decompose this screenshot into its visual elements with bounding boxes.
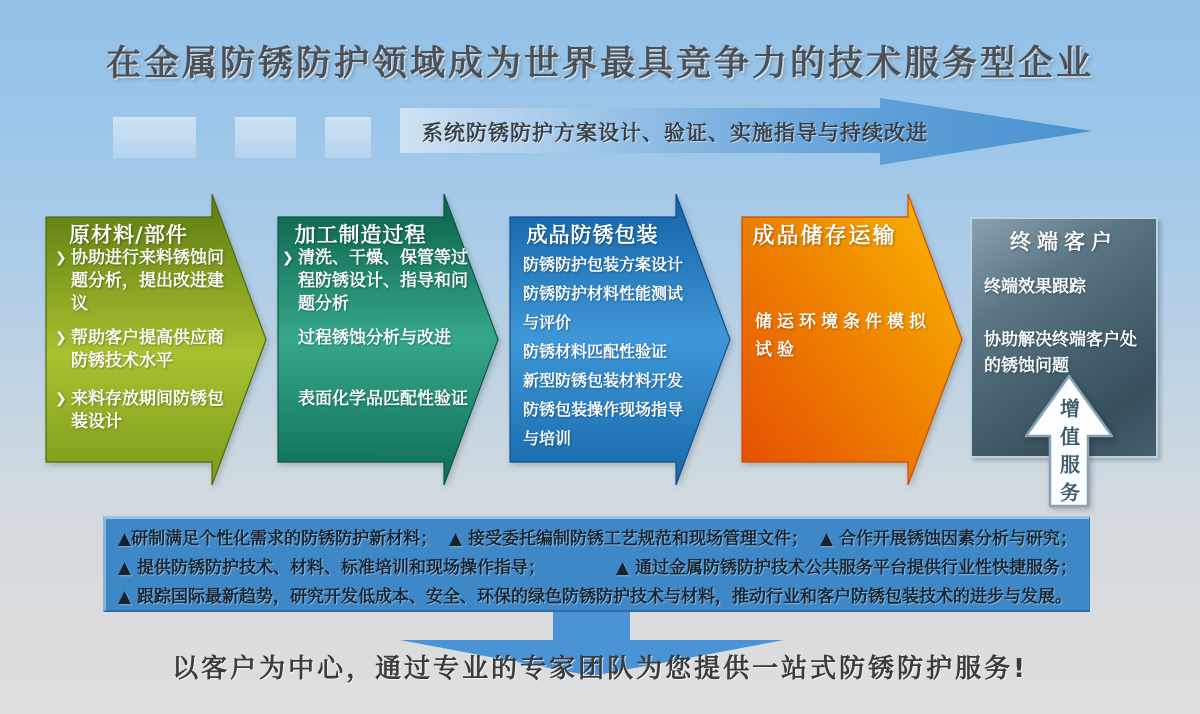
stage-item: 防锈包装操作现场指导与培训 (523, 400, 684, 448)
value-added-arrow (1024, 374, 1114, 508)
services-row (118, 554, 1077, 583)
stage-item: 终端效果跟踪 (984, 277, 1086, 297)
chevron-bullet-icon: ❯ (55, 330, 67, 346)
services-panel (103, 516, 1090, 612)
stage-title: 成品防锈包装 (526, 223, 659, 247)
stage-item: 过程锈蚀分析与改进 (298, 328, 451, 348)
page-title: 在金属防锈防护领域成为世界最具竞争力的技术服务型企业 (105, 44, 1094, 84)
service-item: ▲ 接受委托编制防锈工艺规范和现场管理文件； (449, 529, 809, 549)
stage-item: 储运环境条件模拟试验 (755, 312, 931, 360)
stage-item: 协助解决终端客户处的锈蚀问题 (984, 330, 1137, 376)
stage-item: ❯ 帮助客户提高供应商防锈技术水平 (55, 328, 224, 371)
stage-item: 防锈材料匹配性验证 (523, 342, 668, 361)
stage-item: 防锈防护包装方案设计 (523, 255, 684, 274)
value-added-label: 增值服务 (1056, 398, 1081, 510)
stage-item-list (282, 247, 472, 411)
stage-title: 成品储存运输 (752, 224, 897, 249)
service-item: ▲ 合作开展锈蚀因素分析与研究； (819, 529, 1077, 549)
services-row (118, 525, 1077, 554)
stage-title: 加工制造过程 (294, 223, 427, 247)
banner-fade-rect-1 (113, 117, 196, 158)
stage-finished-packaging (509, 192, 731, 487)
stage-title: 终端客户 (1010, 230, 1118, 254)
stage-item: 新型防锈包装材料开发 (523, 371, 684, 390)
chevron-bullet-icon: ❯ (55, 250, 67, 266)
banner-fade-rect-2 (235, 117, 296, 158)
stage-item: 表面化学品匹配性验证 (298, 389, 468, 409)
stage-raw-materials (45, 192, 267, 487)
service-item: ▲研制满足个性化需求的防锈防护新材料； (118, 529, 438, 549)
stage-item-list (755, 308, 933, 364)
stage-manufacturing (277, 192, 499, 487)
stage-item: ❯ 来料存放期间防锈包装设计 (55, 389, 224, 432)
chevron-bullet-icon: ❯ (282, 250, 294, 266)
service-item: ▲ 提供防锈防护技术、材料、标准培训和现场操作指导； (118, 558, 545, 578)
stage-item: ❯ 协助进行来料锈蚀问题分析，提出改进建议 (55, 248, 224, 314)
services-row (118, 583, 1077, 612)
banner-label: 系统防锈防护方案设计、验证、实施指导与持续改进 (422, 121, 928, 145)
footer-slogan: 以客户为中心，通过专业的专家团队为您提供一站式防锈防护服务! (172, 654, 1028, 684)
stage-item: ❯ 清洗、干燥、保管等过程防锈设计、指导和问题分析 (282, 248, 468, 314)
service-item: ▲ 通过金属防锈防护技术公共服务平台提供行业性快捷服务； (616, 558, 1077, 578)
stage-item: 防锈防护材料性能测试与评价 (523, 284, 684, 332)
banner-fade-rect-3 (325, 117, 371, 158)
stage-item-list (523, 250, 695, 453)
stage-storage-transport (741, 192, 963, 487)
chevron-bullet-icon: ❯ (55, 391, 67, 407)
stage-title: 原材料/部件 (69, 223, 188, 247)
service-item: ▲ 跟踪国际最新趋势，研究开发低成本、安全、环保的绿色防锈防护技术与材料，推动行业和客户防锈包装技术的进步与发展。 (118, 587, 1072, 607)
stage-item-list (984, 274, 1148, 379)
stage-item-list (55, 247, 227, 434)
